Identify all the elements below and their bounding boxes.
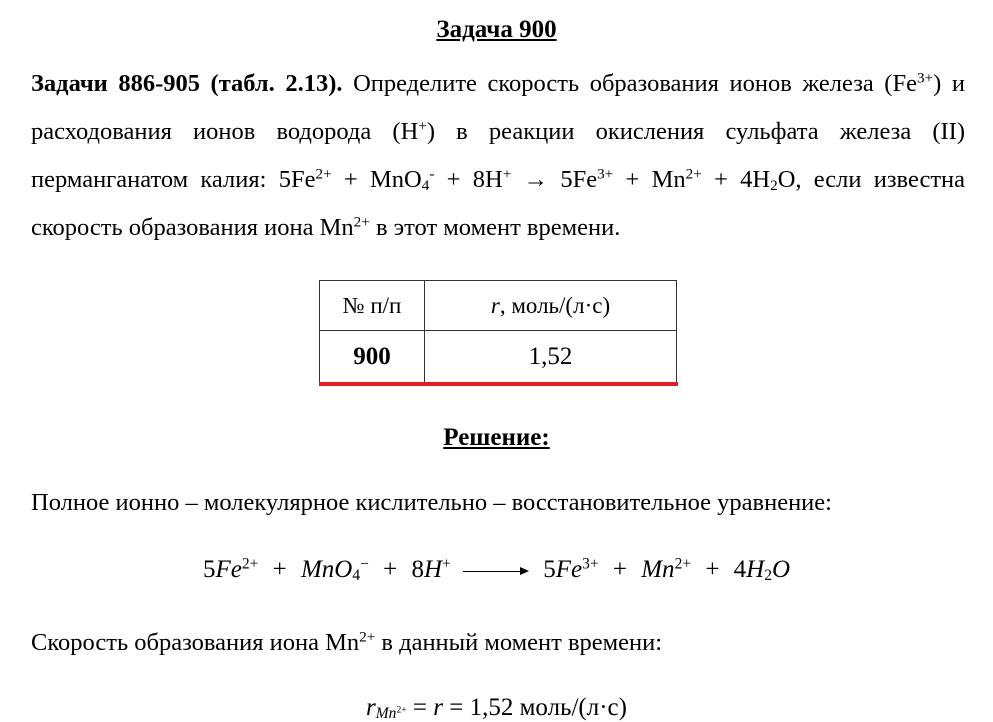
rate-intro: Скорость образования иона $Mn^{2+}$ в данный момент времени: xyxy=(31,628,663,656)
page-title: Задача 900 xyxy=(436,16,557,43)
red-underline xyxy=(319,382,678,386)
reaction-arrow-icon xyxy=(463,571,527,573)
ionic-equation: $5Fe^{2+} + MnO_4^- + 8H^+$ $5Fe^{3+} + Mn^{2+} + 4H_2O$ xyxy=(202,555,791,585)
solution-heading: Решение: xyxy=(443,424,550,451)
equation-intro: Полное ионно – молекулярное кислительно – восстановительное уравнение: xyxy=(31,489,832,516)
cell-rate: 1,52 xyxy=(425,331,677,383)
cell-number: 900 xyxy=(320,331,425,383)
problem-statement: Задачи 886-905 (табл. 2.13). Определите скорость образования ионов железа $(Fe^{3+})$ и расходования ионов водорода (H+) в реакции окисления сульфата железа (II) перманганатом калия: $5Fe^{2+} + MnO_4^- + 8H^+ \to 5Fe^{3+} + Mn^{2+} + 4H_2O$, если известна скорость образования иона $Mn^{2+}$ в этот момент времени. xyxy=(31,69,966,241)
header-rate: r, моль/(л·с) xyxy=(425,281,677,331)
table-row xyxy=(320,331,677,383)
problem-intro: Задачи 886-905 (табл. 2.13). xyxy=(31,70,343,97)
rate-formula: $r_{Mn^{2+}} = r = 1,52$ моль/(л·с) xyxy=(366,694,627,722)
table-header-row xyxy=(320,281,677,331)
header-number: № п/п xyxy=(320,281,425,331)
data-table xyxy=(319,280,677,383)
